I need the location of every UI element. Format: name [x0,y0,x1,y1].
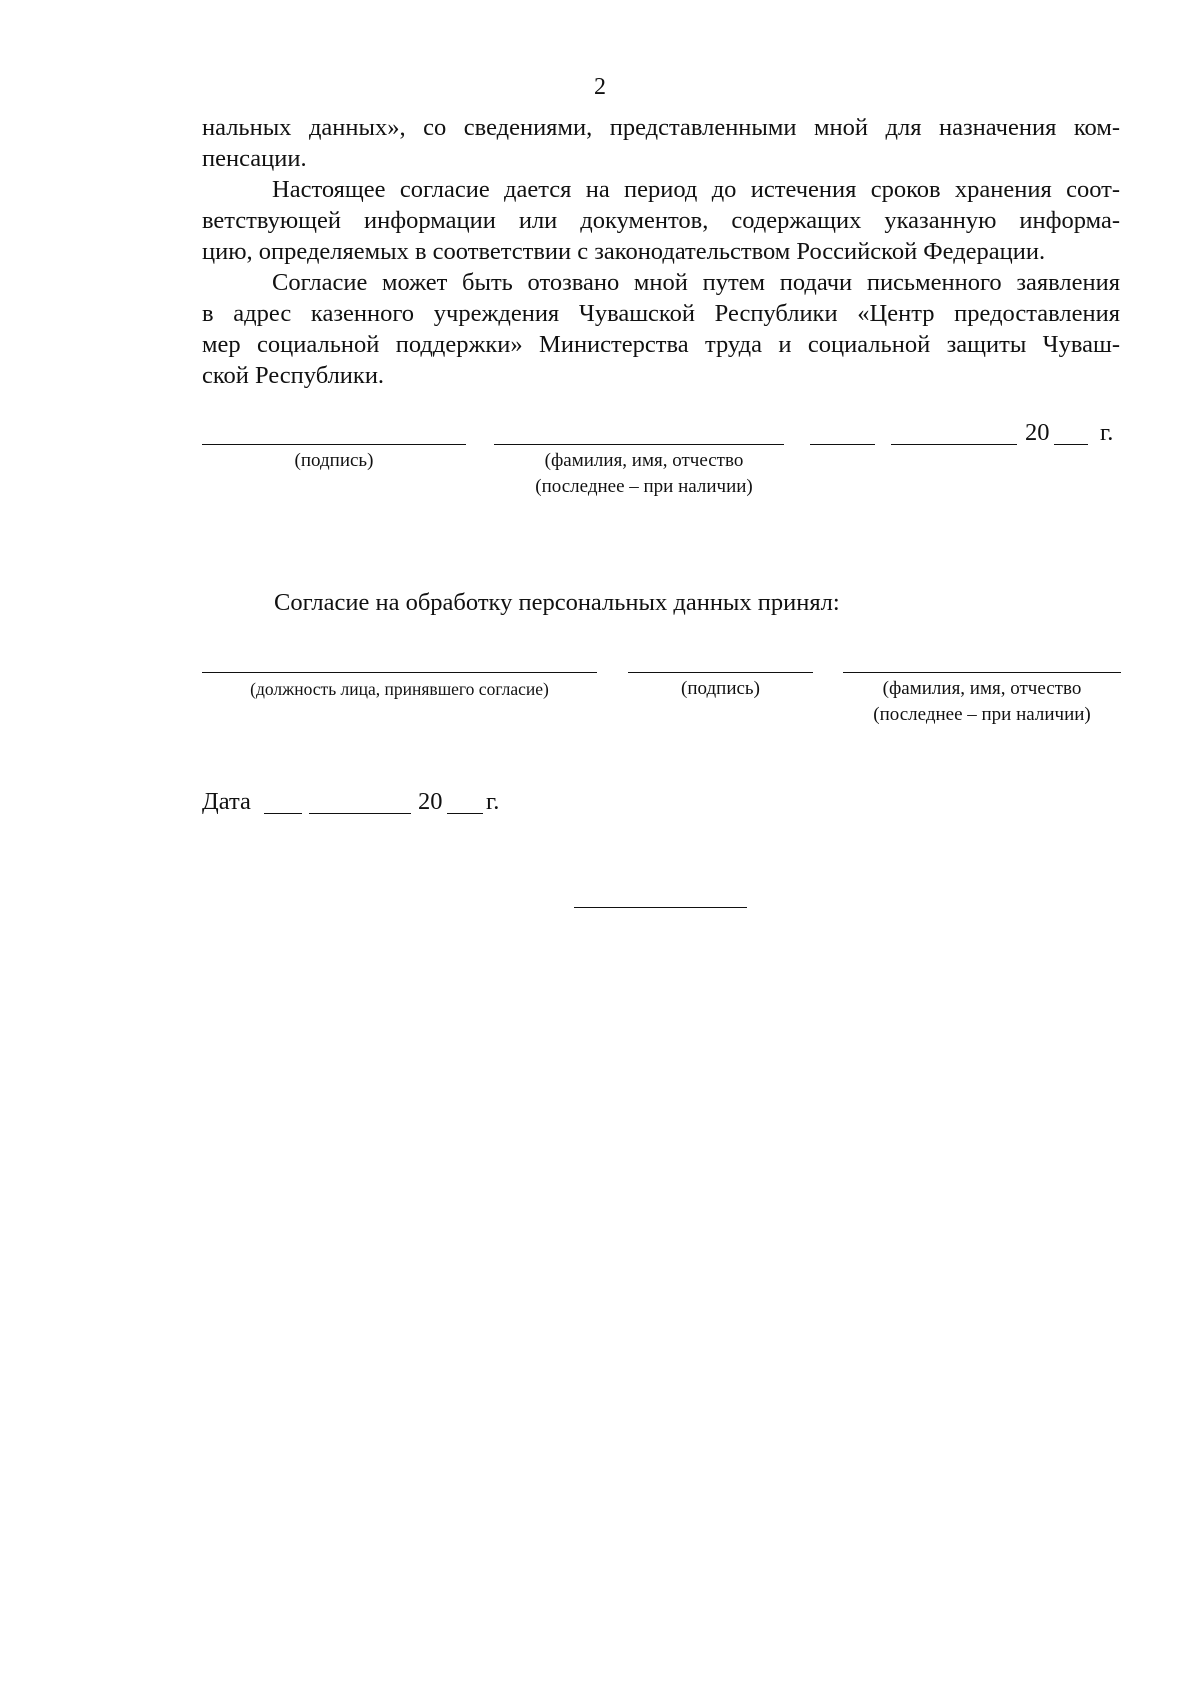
year-prefix: 20 [1025,419,1050,446]
paragraph-line: Согласие может быть отозвано мной путем подачи письменного заявления [272,269,1120,296]
acceptor-name-caption-line2: (последнее – при наличии) [873,704,1091,725]
paragraph-consent-period [202,174,1120,267]
year-blank[interactable] [1054,444,1088,445]
acceptor-name-blank[interactable] [843,672,1121,673]
position-blank[interactable] [202,672,597,673]
date-year-blank[interactable] [447,813,483,814]
acceptor-signature-blank[interactable] [628,672,813,673]
date-label: Дата [202,788,251,815]
paragraph-line: мер социальной поддержки» Министерства труда и социальной защиты Чуваш- [202,331,1120,358]
paragraph-line: в адрес казенного учреждения Чувашской Республики «Центр предоставления [202,300,1120,327]
paragraph-line: ветствующей информации или документов, содержащих указанную информа- [202,207,1120,234]
date-day-blank[interactable] [264,813,302,814]
date-year-prefix: 20 [418,788,443,815]
page-number: 2 [594,74,606,100]
date-month-blank[interactable] [309,813,411,814]
paragraph-line: Настоящее согласие дается на период до истечения сроков хранения соот- [272,176,1120,203]
signature-caption: (подпись) [294,450,374,471]
position-caption: (должность лица, принявшего согласие) [250,679,549,699]
paragraph-continuation [202,112,1120,174]
signature-blank[interactable] [202,444,466,445]
paragraph-consent-revocation [202,267,1120,391]
year-suffix: г. [1100,419,1114,446]
full-name-caption-line1: (фамилия, имя, отчество [544,450,744,471]
paragraph-line: цию, определяемых в соответствии с законодательством Российской Федерации. [202,238,1046,265]
paragraph-line: ской Республики. [202,362,385,389]
acceptor-name-caption-line1: (фамилия, имя, отчество [882,678,1082,699]
acceptance-heading: Согласие на обработку персональных данных принял: [274,589,840,616]
acceptor-signature-caption: (подпись) [681,678,760,699]
full-name-caption-line2: (последнее – при наличии) [535,476,753,497]
end-separator-line [574,907,747,908]
paragraph-line: пенсации. [202,145,307,172]
full-name-blank[interactable] [494,444,784,445]
day-blank[interactable] [810,444,875,445]
date-year-suffix: г. [486,788,500,815]
paragraph-line: нальных данных», со сведениями, представленными мной для назначения ком- [202,114,1120,141]
month-blank[interactable] [891,444,1017,445]
